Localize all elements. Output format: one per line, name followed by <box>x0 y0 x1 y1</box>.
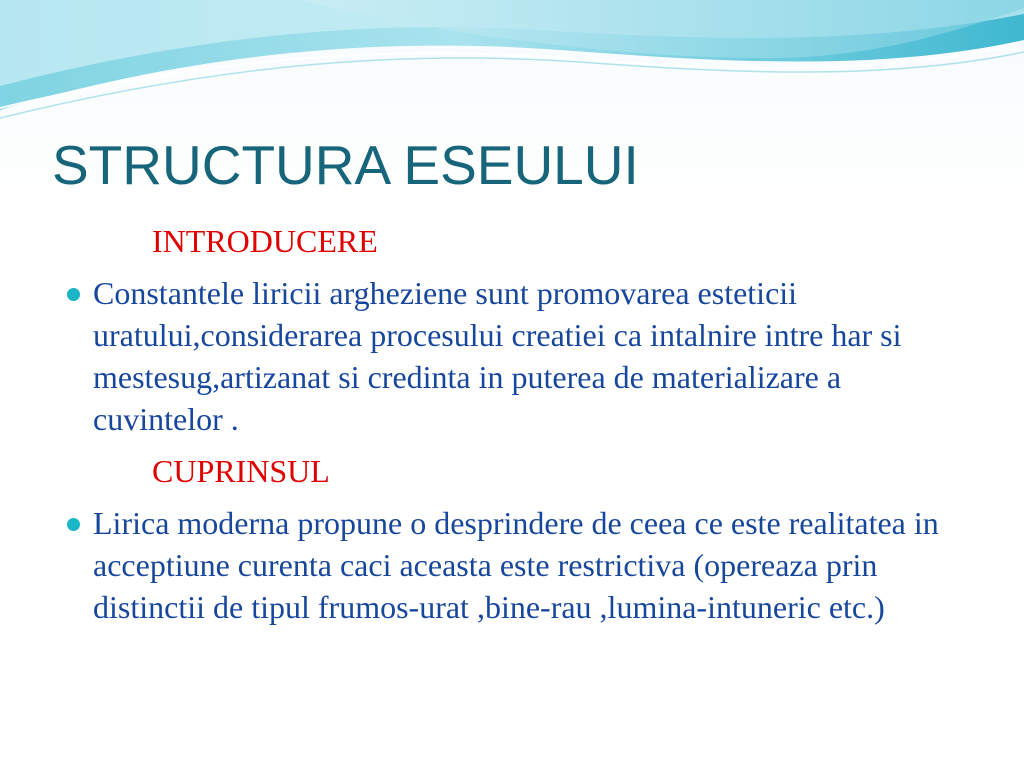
slide-title: STRUCTURA ESEULUI <box>52 134 639 196</box>
bullet-item-introducere <box>60 272 960 440</box>
bullet-dot-icon <box>67 288 80 301</box>
bullet-item-cuprinsul <box>60 502 960 628</box>
slide-content <box>60 220 960 638</box>
section-heading-cuprinsul: CUPRINSUL <box>152 453 330 489</box>
decorative-wave-header <box>0 0 1024 130</box>
bullet-text-introducere: Constantele liricii argheziene sunt promovarea esteticii uratului,considerarea procesului creatiei ca intalnire intre har si mestesug,artizanat si credinta in puterea de materializare a cuvintelor . <box>93 275 902 437</box>
bullet-text-cuprinsul: Lirica moderna propune o desprindere de ceea ce este realitatea in acceptiune curenta caci aceasta este restrictiva (opereaza prin distinctii de tipul frumos-urat ,bine-rau ,lumina-intuneric etc.) <box>93 505 939 625</box>
section-heading-introducere: INTRODUCERE <box>152 223 378 259</box>
bullet-dot-icon <box>67 518 80 531</box>
